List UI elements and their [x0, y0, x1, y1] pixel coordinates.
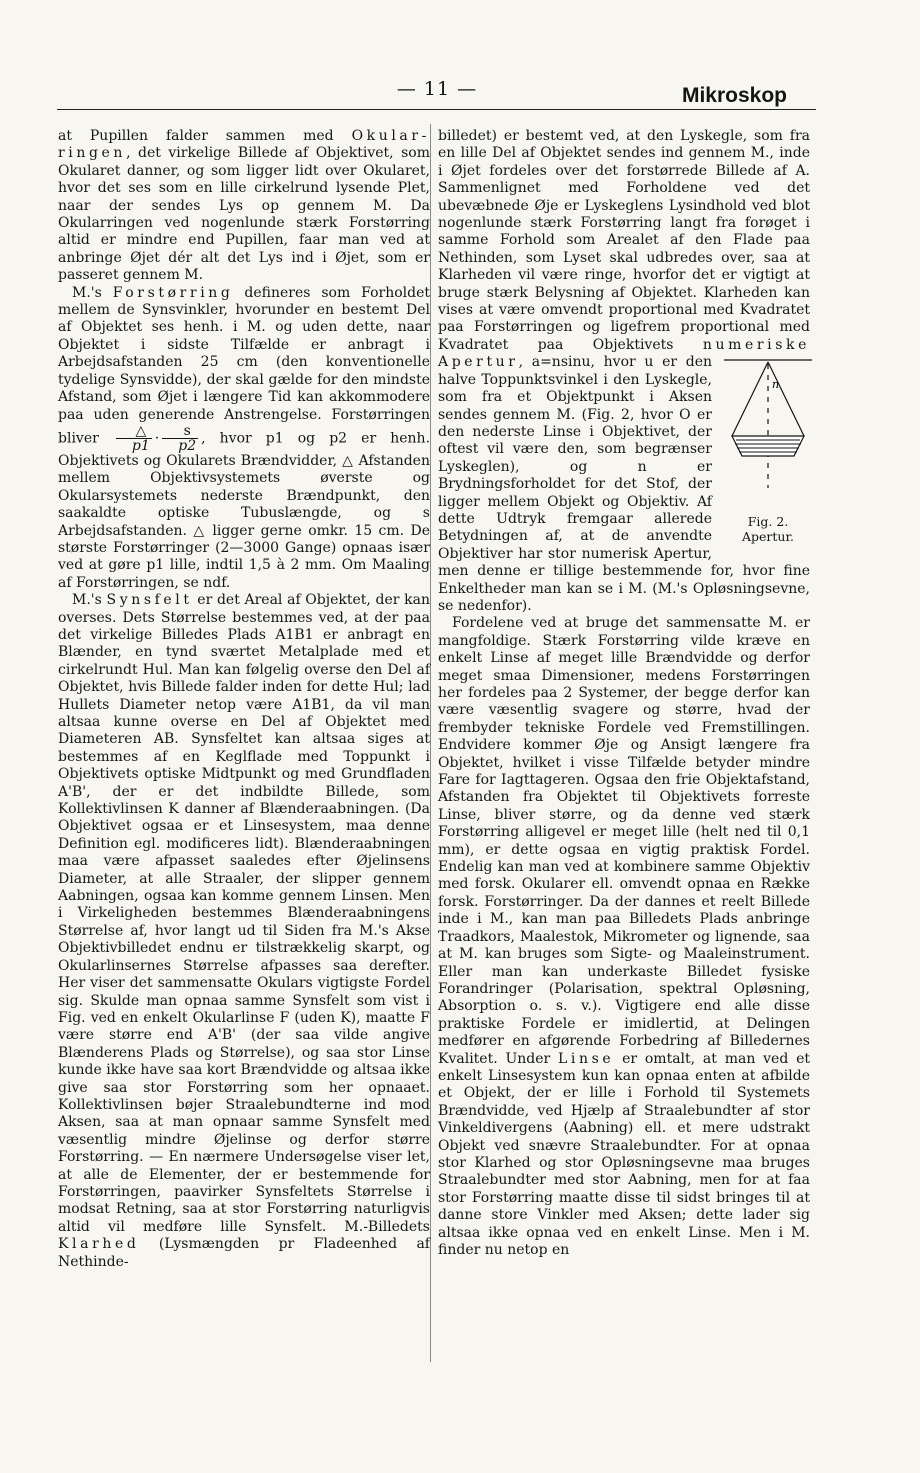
text-run: Fordelene ved at bruge det sammensatte M. er mangfoldige. Stærk Forstørring vilde kræve en enkelt Linse af meget lille Brændvidde og derfor meget smaa Dimensioner, medens Forstørringen her fordeles paa 2 Systemer, der begge derfor kan være væsentlig svagere og større, hvad der frembyder tekniske Fordele ved Fremstillingen. Endvidere kommer Øje og Ansigt længere fra Objektet, hvilket i visse Tilfælde betyder mindre Fare for Iagttageren. Ogsaa den frie Objektafstand, Afstanden fra Objektet til Objektivets forreste Linse, bliver større, og da denne ved stærk Forstørring alligevel er meget lille (helt ned til 0,1 mm), er dette ogsaa en vigtig praktisk Fordel. Endelig kan man ved at kombinere samme Objektiv med forsk. Okularer ell. omvendt opnaa en Række forsk. Forstørringer. Da der dannes et reelt Billede inde i M., kan man paa Billedets Plads anbringe Traadkors, Maalestok, Mikrometer og lignende, saa at M. kan bruges som Sigte- og Maaleinstrument. Eller man kan underkaste Billedet fysiske Forandringer (Polarisation, spektral Opløsning, Absorption o. s. v.). Vigtigere end alle disse praktiske Fordele er imidlertid, at Delingen medfører en afgørende Forbedring af Billedernes Kvalitet. Under [438, 615, 810, 1067]
spaced-term: Okular-ringen [58, 128, 430, 162]
running-head: Mikroskop [681, 84, 787, 107]
right-column [438, 128, 810, 1259]
cone-left-edge [732, 362, 768, 436]
spaced-term: numeriske Apertur [438, 336, 810, 371]
page-number: — 11 — [396, 78, 478, 100]
spaced-term: Synsfelt [106, 592, 193, 609]
lens-o [732, 436, 804, 456]
text-run: , det virkelige Billede af Objektivet, som Okularet danner, og som ligger lidt over Okularet, hvor det ses som en lille cirkelrund lysende Plet, naar der sendes Lys op gennem M. Da Okularringen ved nogenlunde stærk Forstørring altid er mindre end Pupillen, faar man ved at anbringe Øjet dér alt det Lys ind i Øjet, som er passeret gennem M. [58, 145, 430, 284]
figure-2 [720, 356, 816, 544]
text-run: , a=nsinu, hvor u er den halve Toppunktsvinkel i den Lyskegle, som fra et Objektpunkt i Aksen sendes gennem M. (Fig. 2, hvor O er den nederste Linse i Objektivet, der oftest vil være den, som begrænser Lyskeglen), og n er Brydningsforholdet for det Stof, der ligger mellem Objekt og Objektiv. Af dette Udtryk fremgaar allerede Betydningen af, at de anvendte Objektiver har stor numerisk Apertur, men denne er tillige bestemmende for, hvor fine Enkeltheder man kan se i M. (M.'s Opløsningsevne, se nedenfor). [438, 354, 810, 614]
text-run: M.'s [72, 284, 113, 301]
figure-caption: Fig. 2. [747, 514, 789, 530]
text-run: billedet) er bestemt ved, at den Lyskegle, som fra en lille Del af Objektet sendes ind gennem M., inde i Øjet fordeles over det forstørrede Billede af A. Sammenlignet med Forholdene ved det ubevæbnede Øje er Lyskeglens Lysindhold ved blot nogenlunde stærk Forstørring langt fra forøget i samme Forhold som Arealet af den Flade paa Nethinden, som Lyset skal udbredes over, saa at Klarheden vil være ringe, hvorfor det er vigtigt at bruge stærk Belysning af Objektet. Klarheden kan vises at være omvendt proportional med Kvadratet paa Forstørringen og ligefrem proportional med Kvadratet paa Objektivets [438, 128, 810, 353]
text-run: , hvor p1 og [201, 430, 316, 447]
paragraph-okularring [58, 128, 430, 285]
text-run: M.'s [72, 592, 107, 609]
paragraph-klarhed [438, 128, 810, 615]
aperture-cone-diagram [722, 356, 814, 506]
spaced-term: Forstørring [112, 284, 234, 301]
formula-numerator: △ [116, 424, 152, 439]
page-header [57, 74, 817, 108]
paragraph-forstorring: M.'s Forstørring defineres som Forholdet mellem de Synsvinkler, hvorunder en bestemt Del af Objektet ses henh. i M. og uden dette, naar Objektet i sidste Tilfælde er anbragt i Arbejdsafstanden 25 cm (den konventionelle tydelige Synsvidde), der skal gælde for den mindste Afstand, som Øjet i længere Tid kan akkommodere paa uden generende Anstrengelse. Forstørringen bliver $\frac{\triangle}{p1}$ · $\frac{s}{p2}$ , hvor p1 og p2 er henh. Objektivets og Okularets Brændvidder, △ Afstanden mellem Objektivsystemets øverste og Okularsystemets nederste Brændpunkt, den saakaldte optiske Tubuslængde, og s Arbejdsafstanden. △ ligger gerne omkr. 15 cm. De største Forstørringer (2—3000 Gange) opnaas især ved at gøre p1 lille, indtil 1,5 à 2 mm. Om Maaling af Forstørringen, se ndf. [58, 284, 431, 591]
spaced-term: Klarhed [58, 1236, 140, 1253]
formula-denominator: p2 [178, 437, 197, 454]
spaced-term: Linse [558, 1050, 615, 1067]
text-run: at Pupillen falder sammen med [58, 128, 352, 144]
formula-fraction [116, 424, 152, 453]
text-run: (Lysmængden pr Fladeenhed af Nethinde- [58, 1236, 430, 1270]
column-divider [430, 124, 431, 1362]
text-run: defineres som Forholdet mellem de Synsvinkler, hvorunder en bestemt Del af Objektet ses henh. i M. og uden dette, naar Objektet i sidste Tilfælde er anbragt i Arbejdsafstanden 25 cm (den konventionelle tydelige Synsvidde), der skal gælde for den mindste Afstand, som Øjet i længere Tid kan akkommodere paa uden generende Anstrengelse. Forstørringen bliver [58, 284, 430, 447]
text-run: er det Areal af Objektet, der kan overses. Dets Størrelse bestemmes ved, at der paa det virkelige Billedes Plads A1B1 er anbragt en Blænder, en tynd sværtet Metalplade med et cirkelrundt Hul. Man kan følgelig overse den Del af Objektet, hvis Billede falder inden for dette Hul; lad Hullets Diameter netop være A1B1, da vil man altsaa kunne overse en Del af Objektet med Diameteren AB. Synsfeltet kan altsaa siges at bestemmes af en Keglflade med Toppunkt i Objektivets optiske Midtpunkt og med Grundfladen A'B', der er det indbildte Billede, som Kollektivlinsen K danner af Blænderaabningen. (Da Objektivet ogsaa er et Linsesystem, maa denne Definition egl. modificeres lidt). Blænderaabningen maa være afpasset saaledes efter Øjelinsens Diameter, at alle Straaler, der slipper gennem Aabningen, ogsaa kan komme gennem Linsen. Men i Virkeligheden bestemmes Blænderaabningens Størrelse af, hvor langt ud til Siden fra M.'s Akse Objektivbilledet endnu er tilstrækkelig skarpt, og Okularlinsernes Størrelse afpasses saa derefter. Her viser det sammensatte Okulars vigtigste Fordel sig. Skulde man opnaa samme Synsfelt som vist i Fig. ved en enkelt Okularlinse F (uden K), maatte F være større end A'B' (der saa vilde angive Blænderens Plads og Størrelse), og saa stor Linse kunde ikke have saa kort Brændvidde og altsaa ikke give saa stor Forstørring som her opnaaet. Kollektivlinsen bøjer Straalebundterne ind mod Aksen, saa at man opnaar samme Synsfelt med væsentlig mindre Øjelinse og derfor større Forstørring. — En nærmere Undersøgelse viser let, at alle de Elementer, der er bestemmende for Forstørringen, paavirker Synsfeltets Størrelse i modsat Retning, saa at stor Forstørring naturligvis altid vil medføre lille Synsfelt. M.-Billedets [58, 592, 430, 1235]
paragraph-fordele [438, 615, 810, 1259]
text-run: p2 er henh. Objektivets og Okularets Brændvidder, △ Afstanden mellem Objektivsystemets øverste og Okularsystemets nederste Brændpunkt, den saakaldte optiske Tubuslængde, og s Arbejdsafstanden. △ ligger gerne omkr. 15 cm. De største Forstørringer (2—3000 Gange) opnaas især ved at gøre p1 lille, indtil 1,5 à 2 mm. Om Maaling af Forstørringen, se ndf. [58, 430, 431, 591]
header-rule [57, 109, 816, 110]
cone-right-edge [768, 362, 804, 436]
left-column [58, 128, 430, 1271]
formula-denominator: p1 [131, 437, 150, 454]
figure-caption: Apertur. [741, 529, 795, 545]
figure-label-n: n [772, 378, 780, 392]
paragraph-synsfelt [58, 592, 430, 1271]
text-run: er omtalt, at man ved et enkelt Linsesystem kun kan opnaa enten at afbilde et Objekt, der er lille i Forhold til Systemets Brændvidde, ved Hjælp af Straalebundter af stor Vinkeldivergens (Aabning) ell. et mere udstrakt Objekt ved snævre Straalebundter. For at opnaa stor Klarhed og stor Opløsningsevne maa bruges Straalebundter med stor Aabning, men for at faa stor Forstørring maatte disse til sidst bringes til at danne store Vinkler med Aksen; dette lader sig altsaa ikke opnaa ved en enkelt Linse. Men i M. finder nu netop en [438, 1050, 811, 1258]
formula-numerator: s [162, 424, 198, 439]
formula-fraction [162, 424, 198, 453]
